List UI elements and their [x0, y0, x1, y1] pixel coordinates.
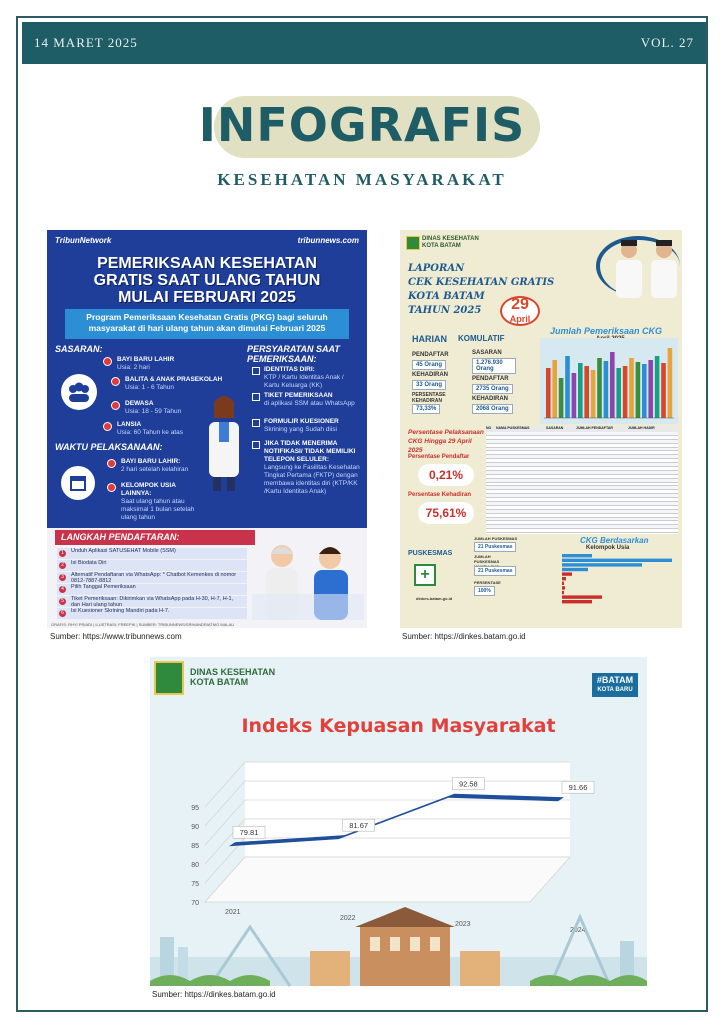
intro-box: Program Pemeriksaan Kesehatan Gratis (PKG) bagi seluruh masyarakat di hari ulang tahun akan dimulai Februari 2025	[65, 309, 349, 339]
daily-bar	[591, 370, 596, 418]
checkbox-icon	[252, 419, 260, 427]
bullet-icon	[107, 459, 116, 468]
batam-logo	[154, 661, 184, 695]
data-label: 92.58	[458, 779, 478, 789]
infographic-ckg-report	[400, 230, 682, 628]
persyaratan-title: PERSYARATAN SAAT PEMERIKSAAN:	[247, 344, 340, 364]
people-icon	[61, 374, 97, 410]
daily-bar	[584, 366, 589, 418]
pendaftar-kum-label: PENDAFTAR	[472, 376, 509, 382]
harian-label: HARIAN	[412, 334, 447, 344]
age-bar	[562, 563, 642, 566]
waktu-title: WAKTU PELAKSANAAN:	[55, 442, 163, 452]
syarat-item: FORMULIR KUESIONER Skrining yang Sudah diisi	[264, 418, 339, 433]
checkbox-icon	[252, 441, 260, 449]
table-body	[486, 432, 678, 533]
puskesmas-table	[486, 426, 678, 534]
daily-bar	[552, 360, 557, 418]
bullet-icon	[103, 357, 112, 366]
mampu-label: JUMLAH PUSKESMAS	[474, 554, 500, 564]
kehadiran-harian: 33 Orang	[412, 380, 446, 390]
org-name: DINAS KESEHATAN KOTA BATAM	[422, 236, 479, 249]
x-tick-label: 2022	[340, 915, 356, 922]
jumlah-puskesmas-label: JUMLAH PUSKESMAS	[474, 536, 518, 541]
step-item: 2 Isi Biodata Diri	[57, 560, 247, 571]
pendaftar-harian: 45 Orang	[412, 360, 446, 370]
sasaran-item: LANSIA Usia: 60 Tahun ke atas	[117, 421, 184, 436]
data-label: 81.67	[349, 821, 369, 831]
pendaftar-kumulatif: 2735 Orang	[472, 384, 513, 394]
vice-mayor-photo	[648, 238, 680, 298]
age-bar	[562, 586, 565, 589]
step-item: 5 Tiket Pemeriksaan: Dikirimkan via WhatsApp pada H-30, H-7, H-1, dan Hari ulang tahun	[57, 596, 247, 607]
sasaran-item: DEWASA Usia: 18 - 59 Tahun	[125, 400, 182, 415]
age-bar	[562, 595, 602, 598]
tribun-network-logo: TribunNetwork	[55, 236, 112, 245]
age-bar	[562, 577, 566, 580]
batam-badge: #BATAM KOTA BARU	[592, 673, 638, 697]
kumulatif-label: KOMULATIF	[458, 334, 505, 343]
infographic-heading	[47, 255, 367, 306]
persentase-puskesmas: 100%	[474, 586, 495, 596]
ikm-infographic	[150, 657, 647, 986]
daily-bar	[572, 373, 577, 418]
step-item: 6 Isi Kuesioner Skrining Mandiri pada H-7.	[57, 608, 247, 619]
persentase-puskesmas-label: PERSENTASE	[474, 580, 501, 585]
pct-pendaftar: 0,21%	[418, 464, 474, 486]
x-tick-label: 2024	[570, 927, 586, 934]
langkah-title: LANGKAH PENDAFTARAN:	[55, 530, 255, 545]
daily-bar	[559, 378, 564, 418]
daily-bar	[604, 361, 609, 418]
ikm-line-chart	[150, 747, 647, 934]
daily-bar	[661, 363, 666, 418]
ikm-chart-title: Indeks Kepuasan Masyarakat	[241, 715, 556, 737]
pct-kehadiran-label: Persentase Kehadiran	[408, 492, 472, 498]
credits-line: GRAFIS: RHYI PRIADI | ILUSTRASI: FREEPIK | SUMBER: TRIBUNNEWS/SRIHANDRIATMO MALAU	[51, 622, 235, 627]
daily-bar	[610, 352, 615, 418]
report-title: LAPORAN CEK KESEHATAN GRATIS KOTA BATAM TAHUN 2025	[408, 263, 555, 316]
syarat-item: JIKA TIDAK MENERIMA NOTIFIKASI/ TIDAK MEMILIKI TELEPON SELULER: Langsung ke Fasilitas Kesehatan Tingkat Pertama (FKTP) dengan membawa identitas diri (KTP/KK /Kartu Identitas Anak)	[264, 440, 360, 495]
daily-bar	[629, 358, 634, 418]
age-bar	[562, 582, 564, 585]
syarat-item: IDENTITAS DIRI: KTP / Kartu Identitas Anak / Kartu Keluarga (KK)	[264, 366, 344, 389]
source-caption-1: Sumber: https://www.tribunnews.com	[50, 632, 182, 641]
health-cross-icon: +	[414, 564, 436, 586]
report-date-badge: 29 April	[500, 296, 540, 326]
age-bar	[562, 568, 588, 571]
age-bar	[562, 591, 564, 594]
checkbox-icon	[252, 393, 260, 401]
org-name: DINAS KESEHATAN KOTA BATAM	[190, 667, 276, 687]
heading-line-3: MULAI FEBRUARI 2025	[118, 289, 296, 306]
daily-bar	[668, 348, 673, 418]
daily-bar-chart	[540, 338, 678, 424]
y-tick-label: 75	[191, 881, 199, 888]
step-item: 4 Pilih Tanggal Pemeriksaan	[57, 584, 247, 595]
daily-bar	[616, 368, 621, 418]
age-chart-subtitle: Kelompok Usia	[586, 545, 630, 551]
web-link: dinkes.batam.go.id	[416, 596, 453, 601]
y-tick-label: 85	[191, 843, 199, 850]
step-item: 1 Unduh Aplikasi SATUSEHAT Mobile (SSM)	[57, 548, 247, 559]
y-tick-label: 90	[191, 824, 199, 831]
calendar-icon	[61, 466, 95, 500]
daily-bar	[546, 368, 551, 418]
age-group-chart	[542, 552, 680, 608]
infographic-tribun	[47, 230, 367, 628]
sasaran-kumulatif: 1.276.930 Orang	[472, 358, 516, 374]
daily-bar	[636, 362, 641, 418]
data-label: 79.81	[239, 828, 259, 838]
y-tick-label: 70	[191, 900, 199, 907]
kehadiran-kumulatif: 2068 Orang	[472, 404, 513, 414]
pendaftar-label: PENDAFTAR	[412, 352, 449, 358]
daily-bar	[565, 356, 570, 418]
waktu-item: BAYI BARU LAHIR: 2 hari setelah kelahiran	[121, 458, 189, 473]
step-item: 3 Alternatif Pendaftaran via WhatsApp: * Chatbot Kemenkes di nomor 0812-7887-8812	[57, 572, 247, 583]
puskesmas-label: PUSKESMAS	[408, 550, 453, 557]
bullet-icon	[111, 401, 120, 410]
source-caption-3: Sumber: https://dinkes.batam.go.id	[152, 990, 276, 999]
issue-date: 14 MARET 2025	[34, 35, 138, 50]
city-skyline-illustration	[150, 907, 647, 986]
data-label: 91.66	[568, 783, 588, 793]
page-title: INFOGRAFIS	[198, 98, 526, 152]
age-chart-title: CKG Berdasarkan	[580, 536, 649, 545]
kehadiran-kum-label: KEHADIRAN	[472, 396, 508, 402]
table-header: NO NAMA PUSKESMAS SASARAN JUMLAH PENDAFTAR JUMLAH HADIR	[486, 426, 678, 432]
issue-volume: VOL. 27	[640, 35, 694, 50]
source-caption-2: Sumber: https://dinkes.batam.go.id	[402, 632, 526, 641]
age-bar	[562, 600, 592, 603]
dinkes-logo	[406, 236, 420, 250]
heading-line-2: GRATIS SAAT ULANG TAHUN	[93, 272, 321, 289]
daily-bar	[648, 360, 653, 418]
age-bar	[562, 572, 572, 575]
daily-bar	[655, 356, 660, 418]
gridline-side	[205, 819, 245, 864]
daily-bar	[642, 364, 647, 418]
page-subtitle: KESEHATAN MASYARAKAT	[217, 170, 507, 189]
sasaran-item: BAYI BARU LAHIR Usia: 2 hari	[117, 356, 175, 371]
age-bar	[562, 559, 672, 562]
sasaran-item: BALITA & ANAK PRASEKOLAH Usia: 1 - 6 Tahun	[125, 376, 223, 391]
x-tick-label: 2021	[225, 909, 241, 916]
heading-line-1: PEMERIKSAAN KESEHATAN	[97, 255, 317, 272]
x-tick-label: 2023	[455, 921, 471, 928]
gridline-side	[205, 781, 245, 826]
pct-title: Persentase Pelaksanaan CKG Hingga 29 April 2025	[408, 429, 484, 454]
sasaran-label: SASARAN	[472, 350, 502, 356]
pct-pendaftar-label: Persentase Pendaftar	[408, 454, 470, 460]
age-bar	[562, 554, 592, 557]
daily-bar	[578, 363, 583, 418]
jumlah-puskesmas: 21 Puskesmas	[474, 542, 516, 552]
tribunnews-logo: tribunnews.com	[297, 236, 359, 245]
kehadiran-label: KEHADIRAN	[412, 372, 448, 378]
gridline-side	[205, 762, 245, 807]
chart-plot-area	[245, 762, 570, 857]
pct-kehadiran: 75,61%	[418, 502, 474, 524]
daily-bar	[597, 358, 602, 418]
bullet-icon	[103, 422, 112, 431]
syarat-item: TIKET PEMERIKSAAN di aplikasi SSM atau WhatsApp	[264, 392, 355, 407]
bullet-icon	[111, 377, 120, 386]
daily-chart-title: Jumlah Pemeriksaan CKG	[550, 326, 663, 336]
checkbox-icon	[252, 367, 260, 375]
header-bar	[22, 22, 706, 64]
chart-floor	[205, 857, 570, 902]
daily-bar	[623, 366, 628, 418]
mayor-photo	[612, 238, 646, 298]
table-row	[486, 529, 678, 533]
persentase-harian: 73,33%	[412, 404, 440, 414]
persentase-label: PERSENTASE KEHADIRAN	[412, 392, 446, 404]
mampu-puskesmas: 21 Puskesmas	[474, 566, 516, 576]
waktu-item: KELOMPOK USIA LAINNYA: Saat ulang tahun atau maksimal 1 bulan setelah ulang tahun	[121, 482, 195, 521]
patient-illustration	[252, 534, 364, 620]
y-tick-label: 80	[191, 862, 199, 869]
y-tick-label: 95	[191, 805, 199, 812]
doctor-illustration	[199, 392, 249, 492]
sasaran-title: SASARAN:	[55, 344, 103, 354]
langkah-section	[47, 528, 367, 628]
bullet-icon	[107, 483, 116, 492]
